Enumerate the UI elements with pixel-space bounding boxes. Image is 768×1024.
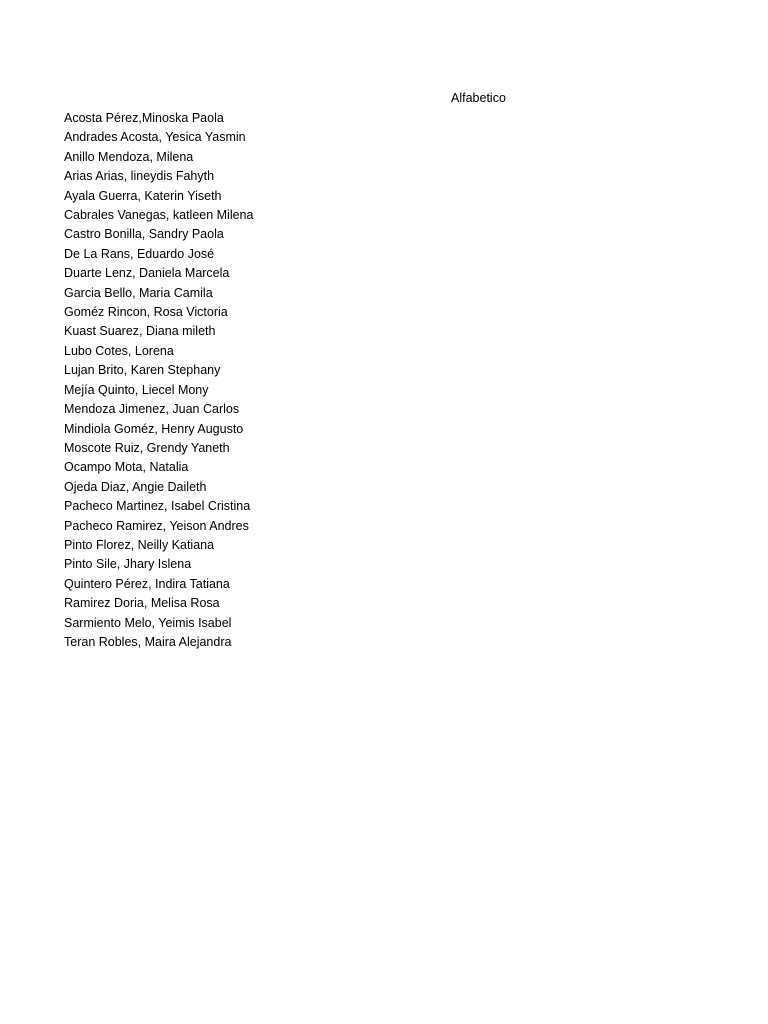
list-item: Ayala Guerra, Katerin Yiseth [64, 188, 222, 203]
list-item: Pacheco Martinez, Isabel Cristina [64, 499, 251, 514]
list-item: Ocampo Mota, Natalia [64, 460, 189, 475]
name-list [64, 109, 253, 652]
list-item: Pinto Sile, Jhary Islena [64, 557, 192, 572]
list-item: Quintero Pérez, Indira Tatiana [64, 576, 230, 591]
list-item: Mendoza Jimenez, Juan Carlos [64, 402, 240, 417]
list-item: Acosta Pérez,Minoska Paola [64, 111, 224, 125]
list-item: Garcia Bello, Maria Camila [64, 285, 213, 300]
list-item: Duarte Lenz, Daniela Marcela [64, 266, 230, 281]
list-item: Pacheco Ramirez, Yeison Andres [64, 518, 249, 533]
list-item: De La Rans, Eduardo José [64, 246, 215, 261]
list-item: Teran Robles, Maira Alejandra [64, 634, 232, 649]
list-item: Anillo Mendoza, Milena [64, 149, 194, 164]
list-item: Pinto Florez, Neilly Katiana [64, 537, 215, 552]
list-item: Lubo Cotes, Lorena [64, 343, 174, 358]
list-item: Kuast Suarez, Diana mileth [64, 324, 216, 339]
list-item: Castro Bonilla, Sandry Paola [64, 227, 224, 242]
list-item: Arias Arias, lineydis Fahyth [64, 169, 215, 184]
list-item: Cabrales Vanegas, katleen Milena [64, 208, 254, 223]
list-item: Andrades Acosta, Yesica Yasmin [64, 130, 246, 145]
list-item: Ojeda Diaz, Angie Daileth [64, 479, 207, 494]
list-item: Ramirez Doria, Melisa Rosa [64, 596, 220, 611]
list-item: Sarmiento Melo, Yeimis Isabel [64, 615, 232, 630]
list-item: Lujan Brito, Karen Stephany [64, 363, 221, 378]
page-title: Alfabetico [451, 91, 506, 105]
list-item: Mindiola Goméz, Henry Augusto [64, 421, 244, 436]
list-item: Goméz Rincon, Rosa Victoria [64, 305, 228, 320]
list-item: Mejía Quinto, Liecel Mony [64, 382, 209, 397]
list-item: Moscote Ruiz, Grendy Yaneth [64, 440, 230, 455]
